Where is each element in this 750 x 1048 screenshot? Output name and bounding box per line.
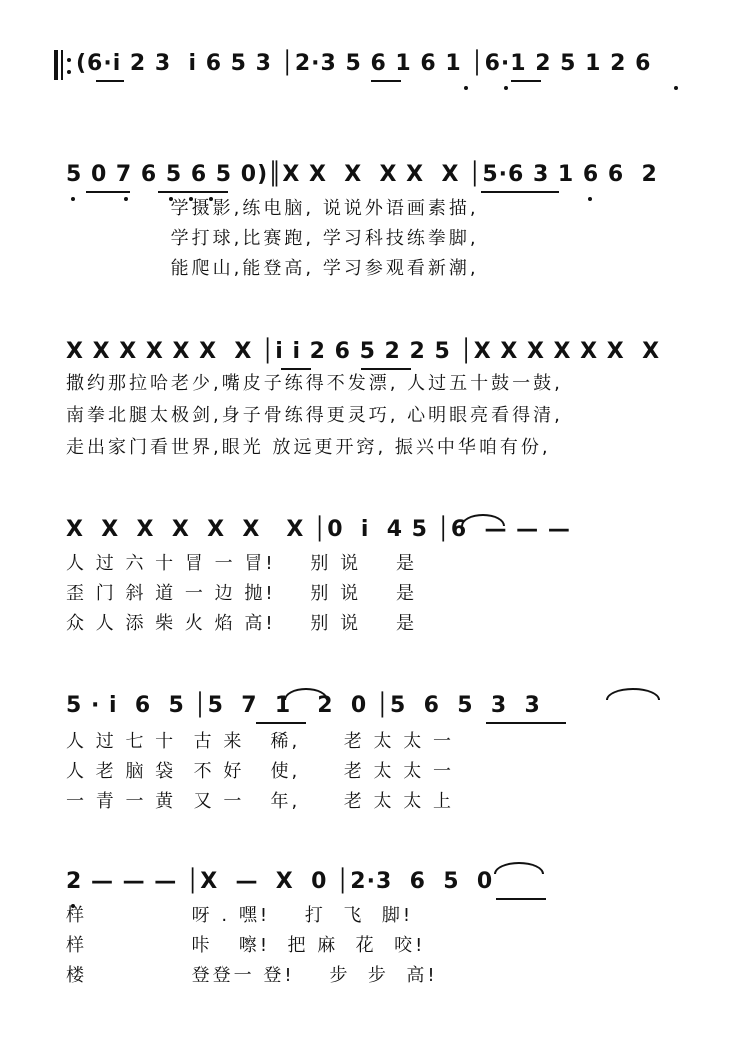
octave-dot xyxy=(464,86,468,90)
lyric-line-3: 众 人 添 柴 火 焰 高! 别 说 是 xyxy=(66,613,418,634)
lyric-line-2: 人 老 脑 袋 不 好 使, 老 太 太 一 xyxy=(66,761,454,782)
lyric-line-2: 样 咔 嚓! 把 麻 花 咬! xyxy=(66,935,426,956)
repeat-dot-bottom xyxy=(67,70,71,74)
lyric-line-1: 撒约那拉哈老少,嘴皮子练得不发漂, 人过五十鼓一鼓, xyxy=(66,373,563,394)
beam-underline xyxy=(256,722,306,724)
beam-underline xyxy=(511,80,541,82)
octave-dot xyxy=(504,86,508,90)
lyric-line-1: 人 过 七 十 古 来 稀, 老 太 太 一 xyxy=(66,731,454,752)
notation-line: 5 · i 6 5 │5 7 1 2 0 │5 6 5 3 3 xyxy=(66,693,541,718)
repeat-barline-thin xyxy=(61,50,63,80)
lyric-line-3: 走出家门看世界,眼光 放远更开窍, 振兴中华咱有份, xyxy=(66,437,551,458)
lyric-line-1: 学摄影,练电脑, 说说外语画素描, xyxy=(66,198,479,219)
beam-underline xyxy=(496,898,546,900)
notation-line: X X X X X X X │i i 2 6 5 2 2 5 │X X X X X X X xyxy=(66,339,661,364)
lyric-line-3: 一 青 一 黄 又 一 年, 老 太 太 上 xyxy=(66,791,454,812)
notation-line: 2 — — — │X — X 0 │2·3 6 5 0 xyxy=(66,869,494,894)
notation-line: (6·i 2 3 i 6 5 3 │2·3 5 6 1 6 1 │6·1 2 5 1 2 6 xyxy=(76,51,652,76)
lyric-line-2: 学打球,比赛跑, 学习科技练拳脚, xyxy=(66,228,479,249)
beam-underline xyxy=(361,368,411,370)
octave-dot xyxy=(674,86,678,90)
repeat-dot-top xyxy=(67,58,71,62)
lyric-line-3: 楼 登登一 登! 步 步 高! xyxy=(66,965,438,986)
lyric-line-1: 样 呀 . 嘿! 打 飞 脚! xyxy=(66,905,414,926)
repeat-barline xyxy=(54,50,58,80)
beam-underline xyxy=(158,191,228,193)
beam-underline xyxy=(486,722,566,724)
lyric-line-3: 能爬山,能登高, 学习参观看新潮, xyxy=(66,258,479,279)
notation-line: X X X X X X X │0 i 4 5 │6 — — — xyxy=(66,517,571,542)
beam-underline xyxy=(86,191,130,193)
lyric-line-2: 南拳北腿太极剑,身子骨练得更灵巧, 心明眼亮看得清, xyxy=(66,405,563,426)
beam-underline xyxy=(281,368,311,370)
lyric-line-1: 人 过 六 十 冒 一 冒! 别 说 是 xyxy=(66,553,418,574)
lyric-line-2: 歪 门 斜 道 一 边 抛! 别 说 是 xyxy=(66,583,418,604)
beam-underline xyxy=(371,80,401,82)
notation-line: 5 0 7 6 5 6 5 0)║X X X X X X │5·6 3 1 6 6 2 xyxy=(66,162,658,187)
beam-underline xyxy=(481,191,559,193)
beam-underline xyxy=(96,80,124,82)
